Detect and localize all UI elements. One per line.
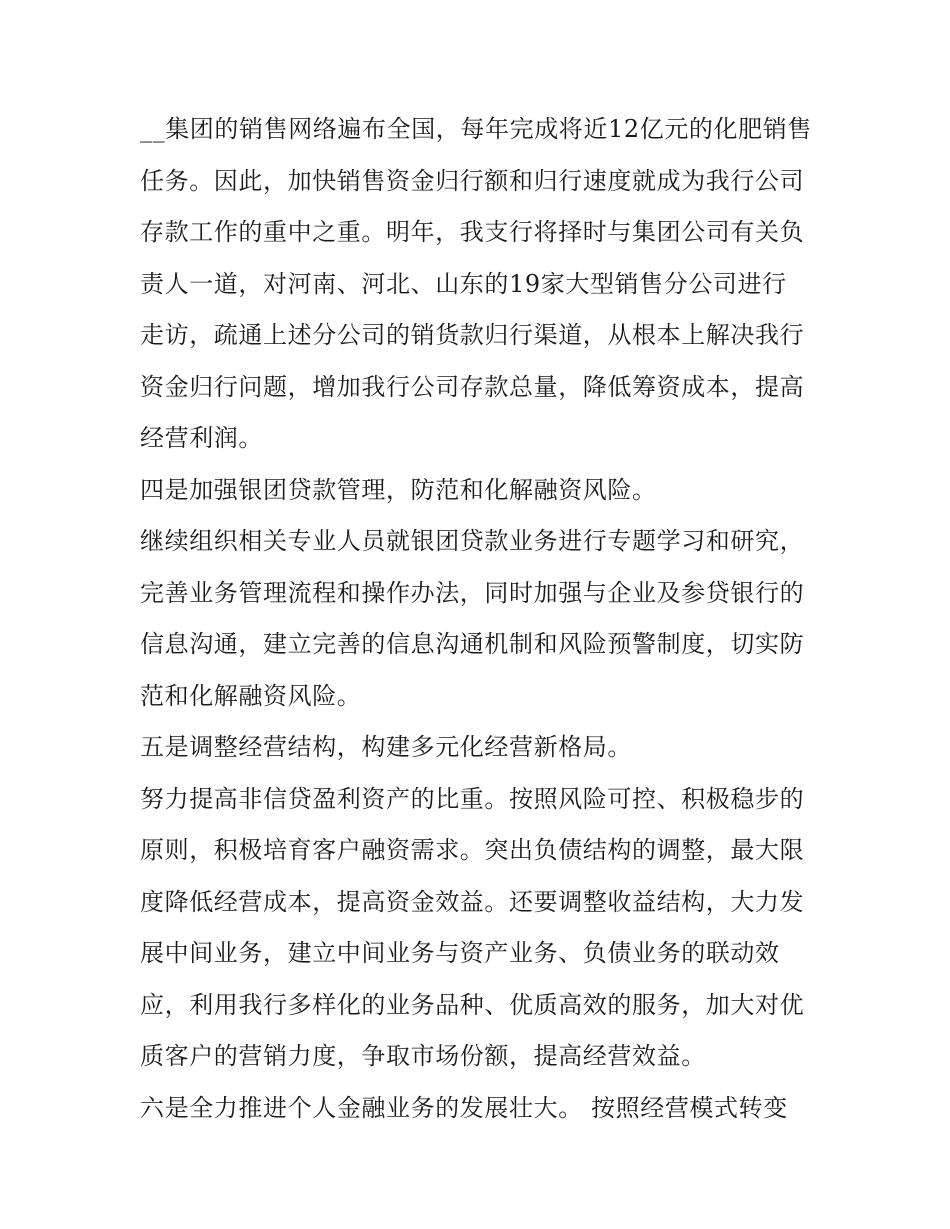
document-body: [140, 104, 820, 1134]
text-line: 质客户的营销力度，争取市场份额，提高经营效益。: [140, 1042, 706, 1070]
text-line: 完善业务管理流程和操作办法，同时加强与企业及参贷银行的: [140, 578, 805, 607]
text-line: 展中间业务，建立中间业务与资产业务、负债业务的联动效: [140, 939, 780, 967]
text-line: __集团的销售网络遍布全国，每年完成将近12亿元的化肥销售: [140, 115, 812, 143]
section-heading: 五是调整经营结构，构建多元化经营新格局。: [140, 733, 632, 761]
text-line: 责人一道，对河南、河北、山东的19家大型销售分公司进行: [140, 269, 787, 298]
text-line: 信息沟通，建立完善的信息沟通机制和风险预警制度，切实防: [140, 630, 805, 658]
section-heading: 六是全力推进个人金融业务的发展壮大。 按照经营模式转变: [140, 1093, 788, 1122]
text-line: 存款工作的重中之重。明年，我支行将择时与集团公司有关负: [140, 218, 805, 246]
text-line: 应，利用我行多样化的业务品种、优质高效的服务，加大对优: [140, 990, 805, 1019]
text-line: 任务。因此，加快销售资金归行额和归行速度就成为我行公司: [140, 166, 805, 195]
text-line: 经营利润。: [140, 424, 263, 452]
text-line: 走访，疏通上述分公司的销货款归行渠道，从根本上解决我行: [140, 321, 805, 349]
text-line: 原则，积极培育客户融资需求。突出负债结构的调整，最大限: [140, 836, 805, 864]
text-line: 资金归行问题，增加我行公司存款总量，降低筹资成本，提高: [140, 372, 805, 401]
text-line: 努力提高非信贷盈利资产的比重。按照风险可控、积极稳步的: [140, 784, 805, 813]
text-line: 度降低经营成本，提高资金效益。还要调整收益结构，大力发: [140, 887, 805, 916]
text-line: 继续组织相关专业人员就银团贷款业务进行专题学习和研究，: [140, 527, 805, 555]
text-line: 范和化解融资风险。: [140, 681, 362, 710]
section-heading: 四是加强银团贷款管理，防范和化解融资风险。: [140, 475, 657, 504]
